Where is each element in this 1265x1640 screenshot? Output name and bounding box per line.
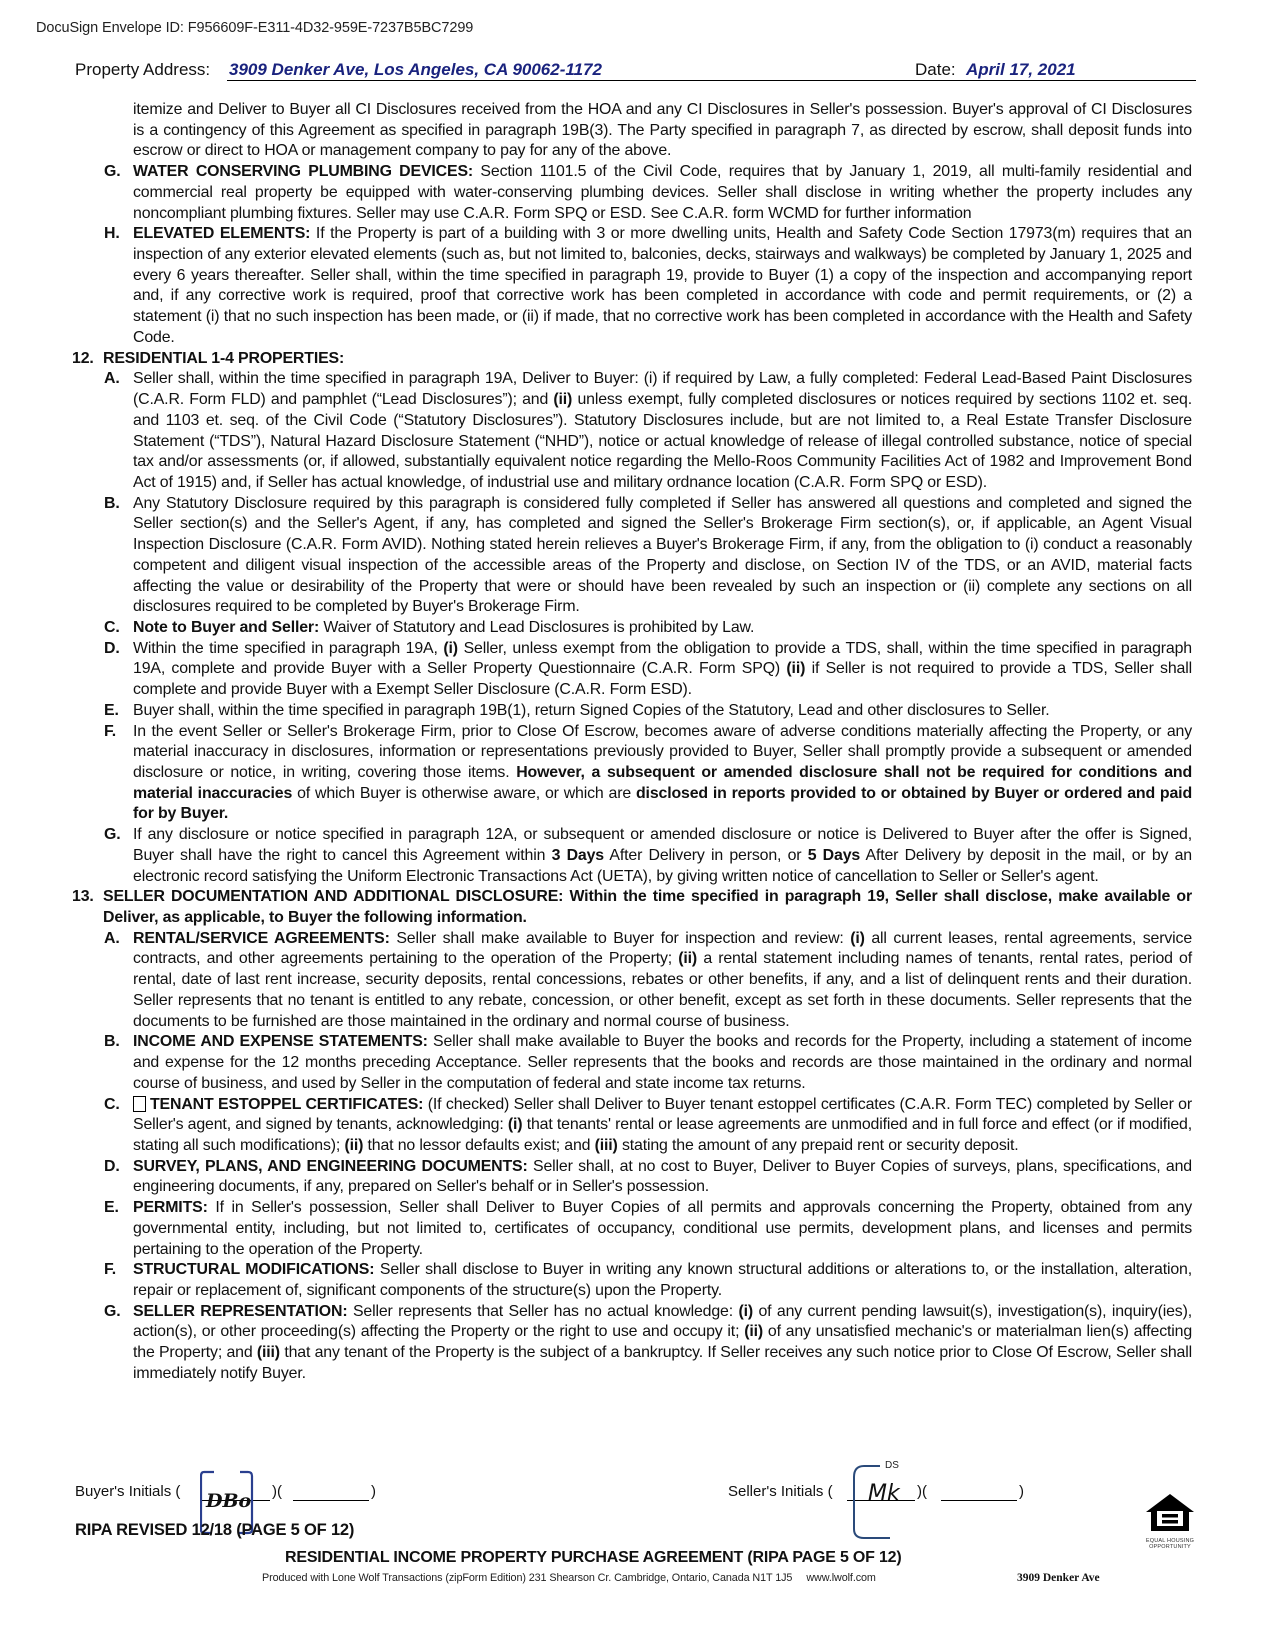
seller-initial-value: Mk <box>868 1481 900 1506</box>
equal-housing-logo <box>1142 1493 1198 1550</box>
item-bold: (iii) <box>256 1344 280 1362</box>
item-letter: H. <box>104 225 120 243</box>
producer-text: Produced with Lone Wolf Transactions (zipForm Edition) 231 Shearson Cr. Cambridge, Ontario, Canada N1T 1J5 <box>262 1572 793 1584</box>
item-text: of any current pending lawsuit(s), investigation(s), inquiry(ies), action(s), or other proceeding(s) affecting the Property or the right to use and occupy it; <box>133 1302 1192 1341</box>
item-title: PERMITS: <box>133 1199 208 1217</box>
item-title: RENTAL/SERVICE AGREEMENTS: <box>133 929 390 947</box>
ds-tag: DS <box>885 1460 899 1471</box>
form-revision: RIPA REVISED 12/18 (PAGE 5 OF 12) <box>75 1521 355 1539</box>
buyer-initial-2-field[interactable] <box>293 1500 369 1501</box>
item-bold: (i) <box>738 1302 754 1320</box>
section-13-item-f <box>72 1260 1192 1301</box>
buyer-initial-value: DBo <box>206 1490 252 1512</box>
section-12-item-f <box>72 722 1192 826</box>
item-bold: 3 Days <box>551 846 604 864</box>
section-11-item-g <box>72 162 1192 224</box>
property-header <box>75 58 1195 82</box>
initials-separator: )( <box>272 1483 282 1500</box>
section-13-item-b <box>72 1032 1192 1094</box>
item-title: WATER CONSERVING PLUMBING DEVICES: <box>133 163 474 181</box>
item-bold: (ii) <box>553 391 573 409</box>
section-title: RESIDENTIAL 1-4 PROPERTIES: <box>103 349 345 367</box>
item-text: of which Buyer is otherwise aware, or which are <box>292 784 636 802</box>
continuation-text: itemize and Deliver to Buyer all CI Disclosures received from the HOA and any CI Disclosures in Seller's possession. Buyer's approval of CI Disclosures is a contingency of this Agreement as specified in paragraph 19B(3). The Party specified in paragraph 7, as directed by escrow, shall deposit funds into escrow or direct to HOA or management company to pay for any of the above. <box>133 101 1192 160</box>
item-text: Seller shall, at no cost to Buyer, Deliver to Buyer Copies of surveys, plans, specifications, and engineering documents, if any, prepared on Seller's behalf or in Seller's possession. <box>133 1157 1192 1196</box>
item-letter: F. <box>104 722 117 740</box>
seller-initials-label: Seller's Initials ( <box>728 1483 833 1500</box>
section-title: SELLER DOCUMENTATION AND ADDITIONAL DISCLOSURE: Within the time specified in paragraph 19, Seller shall disclose, make available or Deliver, as applicable, to Buyer the following information. <box>103 888 1192 927</box>
produced-with <box>262 1572 876 1584</box>
item-bold: (ii) <box>678 950 698 968</box>
item-text: In the event Seller or Seller's Brokerage Firm, prior to Close Of Escrow, becomes aware of adverse conditions materially affecting the Property, or any material inaccuracy in disclosures, information or representations previously provided to Buyer, Seller shall promptly provide a subsequent or amended disclosure or notice, in writing, covering those items. <box>133 722 1192 781</box>
item-text: If any disclosure or notice specified in paragraph 12A, or subsequent or amended disclosure or notice is Delivered to Buyer after the offer is Signed, Buyer shall have the right to cancel this Agreement within <box>133 826 1192 864</box>
item-title: INCOME AND EXPENSE STATEMENTS: <box>133 1033 428 1051</box>
item-letter: E. <box>104 701 119 719</box>
item-letter: G. <box>104 1302 121 1320</box>
initials-separator: )( <box>917 1483 927 1500</box>
item-text: Seller shall make available to Buyer the books and records for the Property, including a statement of income and expense for the 12 months preceding Acceptance. Seller represents that the books and records are those maintained in the ordinary and normal course of business, and used by Seller in the computation of federal and state income tax returns. <box>133 1033 1192 1092</box>
item-title: ELEVATED ELEMENTS: <box>133 225 311 243</box>
item-text: Buyer shall, within the time specified in paragraph 19B(1), return Signed Copies of the Statutory, Lead and other disclosures to Seller. <box>133 701 1050 719</box>
item-text: After Delivery in person, or <box>603 846 808 864</box>
property-address-label: Property Address: <box>75 60 211 79</box>
item-text: all current leases, rental agreements, service contracts, and other agreements pertaining to the operation of the Property; <box>133 929 1193 968</box>
section-12-item-a <box>72 369 1192 493</box>
item-letter: D. <box>104 639 120 657</box>
item-bold: (i) <box>507 1116 523 1134</box>
item-text: if Seller is not required to provide a TDS, Seller shall complete and provide Buyer with a Exempt Seller Disclosure (C.A.R. Form ESD). <box>133 660 1192 699</box>
section-13-item-g <box>72 1302 1192 1385</box>
equal-housing-house-icon <box>1145 1493 1195 1533</box>
item-text: If in Seller's possession, Seller shall Deliver to Buyer Copies of all permits and approvals concerning the Property, obtained from any governmental entity, including, but not limited to, certificates of occupancy, conditional use permits, development plans, and licenses and permits pertaining to the operation of the Property. <box>133 1199 1192 1258</box>
section-12-item-b <box>72 494 1192 618</box>
item-letter: C. <box>104 1095 120 1113</box>
item-text: unless exempt, fully completed disclosures or notices required by sections 1102 et. seq. and 1103 et. seq. of the Civil Code (“Statutory Disclosures”). Statutory Disclosures include, but are not limited to, a Real Estate Transfer Disclosure Statement (“TDS”), Natural Hazard Disclosure Statement (“NHD”), notice or actual knowledge of release of illegal controlled substance, notice of special tax and/or assessments (or, if allowed, substantially equivalent notice regarding the Mello-Roos Community Facilities Act of 1982 and Improvement Bond Act of 1915) and, if Seller has actual knowledge, of industrial use and military ordnance location (C.A.R. Form SPQ or ESD). <box>133 391 1192 491</box>
item-bold: (ii) <box>786 660 806 678</box>
section-13-item-d <box>72 1157 1192 1198</box>
item-bold: (ii) <box>744 1323 764 1341</box>
section-11-continuation <box>72 100 1192 162</box>
item-text: that any tenant of the Property is the subject of a bankruptcy. If Seller receives any such notice prior to Close Of Escrow, Seller shall immediately notify Buyer. <box>133 1344 1192 1382</box>
seller-initials-signature[interactable] <box>850 1460 920 1543</box>
section-11-item-h <box>72 224 1192 348</box>
item-text: Any Statutory Disclosure required by this paragraph is considered fully completed if Seller has answered all questions and completed and signed the Seller section(s) and the Seller's Agent, if any, has completed and signed the Seller's Brokerage Firm section(s), or, if applicable, an Agent Visual Inspection Disclosure (C.A.R. Form AVID). Nothing stated herein relieves a Buyer's Brokerage Firm, if any, from the obligation to (i) conduct a reasonably competent and diligent visual inspection of the accessible areas of the Property and disclose, on Section IV of the TDS, or an AVID, material facts affecting the value or desirability of the Property that were or should have been revealed by such an inspection or (ii) complete any sections on all disclosures required to be completed by Buyer's Brokerage Firm. <box>133 494 1192 616</box>
item-text: If the Property is part of a building with 3 or more dwelling units, Health and Safety Code Section 17973(m) requires that an inspection of any exterior elevated elements (such as, but not limited to, balconies, decks, stairways and walkways) be completed by January 1, 2025 and every 6 years thereafter. Seller shall, within the time specified in paragraph 19, provide to Buyer (1) a copy of the inspection and accompanying report and, if any corrective work is required, proof that corrective work has been completed in accordance with code and permit requirements, or (2) a statement (i) that no such inspection has been made, or (ii) if made, that no corrective work has been completed in accordance with the Health and Safety Code. <box>133 225 1192 346</box>
item-text: Seller shall, within the time specified in paragraph 19A, Deliver to Buyer: (i) if required by Law, a fully completed: Federal Lead-Based Paint Disclosures (C.A.R. Form FLD) and pamphlet (“Lead Disclosures”); and <box>133 370 1192 409</box>
item-text: of any unsatisfied mechanic's or materialman lien(s) affecting the Property; and <box>133 1323 1193 1362</box>
item-bold: (iii) <box>594 1136 618 1154</box>
item-letter: A. <box>104 929 120 947</box>
item-letter: C. <box>104 618 120 636</box>
item-title: STRUCTURAL MODIFICATIONS: <box>133 1261 375 1279</box>
footer-address: 3909 Denker Ave <box>1017 1572 1100 1584</box>
date-label: Date: <box>915 60 956 79</box>
item-text: Section 1101.5 of the Civil Code, requires that by January 1, 2019, all multi-family residential and commercial real property be equipped with water-conserving plumbing devices. Seller shall disclose in writing whether the property includes any noncompliant plumbing fixtures. Seller may use C.A.R. Form SPQ or ESD. See C.A.R. form WCMD for further information <box>133 163 1192 222</box>
item-title: SURVEY, PLANS, AND ENGINEERING DOCUMENTS: <box>133 1157 528 1175</box>
item-text: After Delivery by deposit in the mail, or by an electronic record satisfying the Uniform Electronic Transactions Act (UETA), by giving written notice of cancellation to Seller or Seller's agent. <box>133 846 1192 885</box>
item-text: Waiver of Statutory and Lead Disclosures is prohibited by Law. <box>319 618 755 636</box>
item-bold: disclosed in reports provided to or obtained by Buyer or ordered and paid for by Buyer. <box>133 784 1193 823</box>
item-letter: G. <box>104 826 121 844</box>
item-text: Seller shall disclose to Buyer in writing any known structural additions or alterations to, or the installation, alteration, repair or replacement of, significant components of the structure(s) upon the Property. <box>133 1261 1192 1299</box>
item-letter: F. <box>104 1261 117 1279</box>
section-number: 12. <box>72 349 94 367</box>
initials-close: ) <box>371 1483 376 1500</box>
item-letter: G. <box>104 163 121 181</box>
item-bold: (i) <box>443 639 458 657</box>
section-12-item-d <box>72 639 1192 701</box>
equal-housing-line-1: EQUAL HOUSING <box>1145 1538 1195 1544</box>
section-12-item-e <box>72 701 1192 722</box>
section-13-item-a <box>72 929 1192 1033</box>
tenant-estoppel-checkbox[interactable] <box>133 1096 146 1112</box>
item-text: stating the amount of any prepaid rent or security deposit. <box>617 1136 1019 1154</box>
item-letter: D. <box>104 1157 120 1175</box>
item-letter: A. <box>104 370 120 388</box>
item-text: Seller shall make available to Buyer for inspection and review: <box>389 929 851 947</box>
item-text: Within the time specified in paragraph 19A, <box>133 639 444 657</box>
initials-close: ) <box>1019 1483 1024 1500</box>
item-letter: E. <box>104 1199 119 1217</box>
item-text: Seller represents that Seller has no actual knowledge: <box>347 1302 739 1320</box>
equal-housing-line-2: OPPORTUNITY <box>1149 1544 1191 1550</box>
date-field[interactable]: April 17, 2021 <box>964 60 1196 81</box>
item-title: Note to Buyer and Seller: <box>133 618 320 636</box>
section-13-item-c <box>72 1095 1192 1157</box>
item-text: (If checked) Seller shall Deliver to Buyer tenant estoppel certificates (C.A.R. Form TEC) completed by Seller or Seller's agent, and signed by tenants, acknowledging: <box>133 1095 1193 1134</box>
item-text: a rental statement including names of tenants, rental rates, period of rental, date of last rent increase, security deposits, rental concessions, rebates or other benefits, if any, and a list of delinquent rents and their duration. Seller represents that no tenant is entitled to any rebate, concession, or other benefit, except as set forth in these documents. Seller represents that the documents to be furnished are those maintained in the ordinary and normal course of business. <box>133 950 1192 1030</box>
docusign-envelope-id: DocuSign Envelope ID: F956609F-E311-4D32-959E-7237B5BC7299 <box>36 20 474 36</box>
item-title: TENANT ESTOPPEL CERTIFICATES: <box>150 1095 424 1113</box>
item-text: that no lessor defaults exist; and <box>363 1136 595 1154</box>
item-title: SELLER REPRESENTATION: <box>133 1302 348 1320</box>
item-bold: (i) <box>850 929 865 947</box>
item-text: Seller, unless exempt from the obligation to provide a TDS, shall, within the time specified in paragraph 19A, complete and provide Buyer with a Seller Property Questionnaire (C.A.R. Form SPQ) <box>133 639 1192 678</box>
section-number: 13. <box>72 888 94 906</box>
item-letter: B. <box>104 494 120 512</box>
item-text: that tenants' rental or lease agreements are unmodified and in full force and effect (or if modified, stating all such modifications); <box>133 1116 1192 1154</box>
section-12-item-c <box>72 618 1192 639</box>
section-13-item-e <box>72 1198 1192 1260</box>
item-bold: (ii) <box>344 1136 364 1154</box>
section-12-heading <box>72 349 1192 370</box>
footer-title: RESIDENTIAL INCOME PROPERTY PURCHASE AGREEMENT (RIPA PAGE 5 OF 12) <box>285 1549 902 1566</box>
buyer-initials-label: Buyer's Initials ( <box>75 1483 181 1500</box>
section-13-heading <box>72 887 1192 928</box>
item-bold: However, a subsequent or amended disclosure shall not be required for conditions and material inaccuracies <box>133 764 1192 802</box>
producer-website: www.lwolf.com <box>806 1572 876 1584</box>
section-12-item-g <box>72 825 1192 887</box>
agreement-body <box>72 100 1192 1385</box>
property-address-field[interactable]: 3909 Denker Ave, Los Angeles, CA 90062-1172 <box>227 60 989 81</box>
item-letter: B. <box>104 1033 120 1051</box>
seller-initial-2-field[interactable] <box>941 1500 1017 1501</box>
item-bold: 5 Days <box>807 846 861 864</box>
